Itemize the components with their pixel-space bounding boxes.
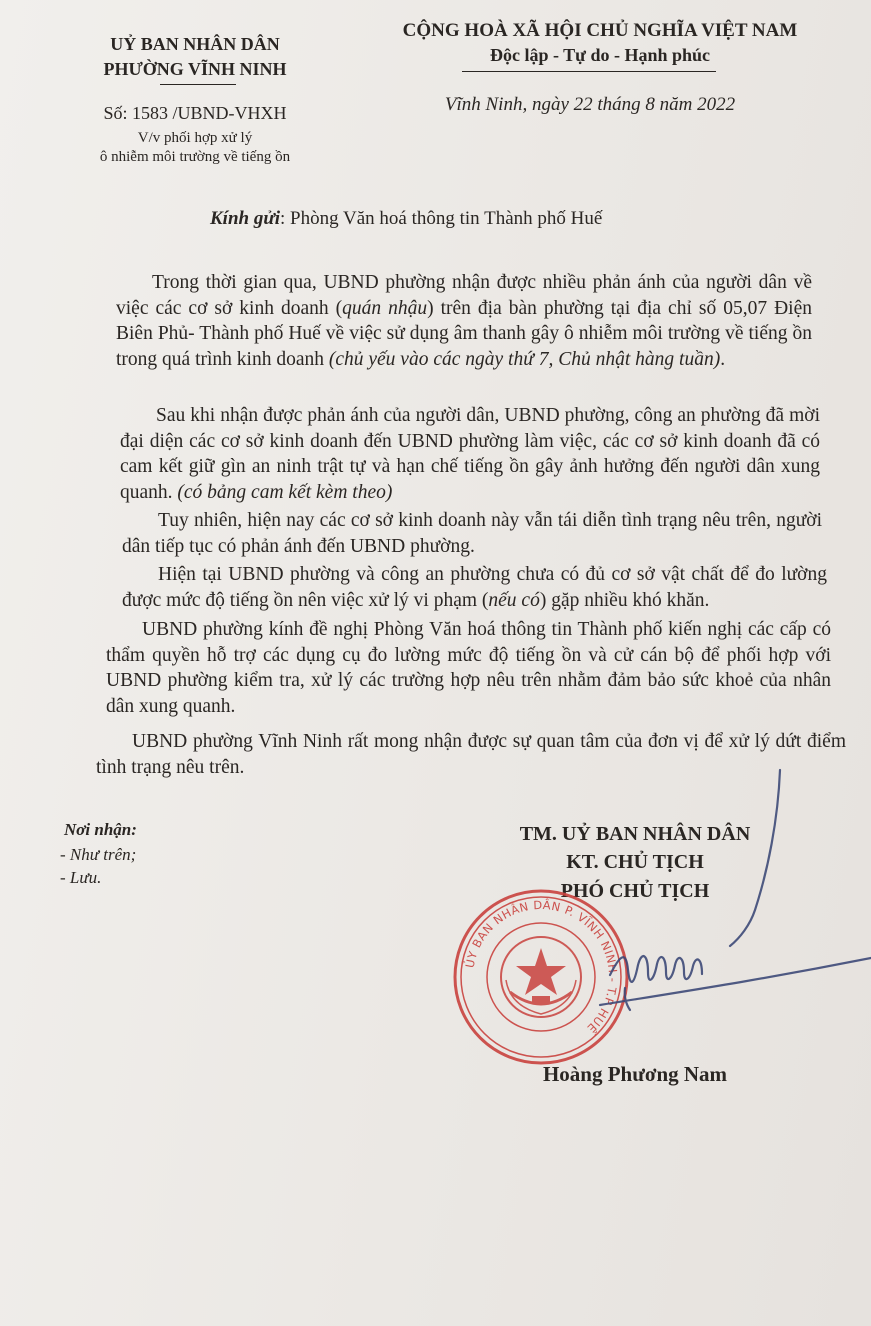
body-paragraph-4 [122,562,827,613]
recipient-label: Kính gửi [210,208,280,229]
body-paragraph-1 [116,270,812,372]
seal-text: ỦY BAN NHÂN DÂN P. VĨNH NINH - T.P HUẾ [462,897,621,1036]
national-motto: Độc lập - Tự do - Hạnh phúc [489,45,711,65]
recipient-item: - Như trên; [60,845,137,864]
issuing-org-line1: UỶ BAN NHÂN DÂN [110,34,280,54]
body-paragraph-5 [106,617,831,719]
motto-underline [462,71,716,72]
p5-text: UBND phường kính đề nghị Phòng Văn hoá thông tin Thành phố kiến nghị các cấp có thẩm quyền hỗ trợ các dụng cụ đo lường mức độ tiếng ồn và cử cán bộ để phối hợp với UBND phường kiểm tra, xử lý các trường hợp nêu trên nhằm đảm bảo sức khoẻ của nhân dân xung quanh. [106,619,831,717]
subject-line1: V/v phối hợp xử lý [137,130,253,146]
p1-text-c: ) trên địa bàn phường tại địa chỉ số 05,07 Điện Biên Phủ- Thành phố Huế về việc sử dụng âm thanh gây ô nhiễm môi trường về tiếng ồn trong quá trình kinh doanh [116,297,812,370]
place-date: Vĩnh Ninh, ngày 22 tháng 8 năm 2022 [444,94,736,115]
body-paragraph-2 [120,403,820,505]
p2-text-a: Sau khi nhận được phản ánh của người dân, UBND phường, công an phường đã mời đại diện các cơ sở kinh doanh đến UBND phường làm việc, các cơ sở kinh doanh đã có cam kết giữ gìn an ninh trật tự và hạn chế tiếng ồn gây ảnh hưởng đến người dân xung quanh. [120,405,820,503]
national-title: CỘNG HOÀ XÃ HỘI CHỦ NGHĨA VIỆT NAM [402,20,798,41]
signature-role2: PHÓ CHỦ TỊCH [560,880,710,902]
p1-text-b: quán nhậu [342,297,428,319]
p6-text: UBND phường Vĩnh Ninh rất mong nhận được sự quan tâm của đơn vị để xử lý dứt điểm tình trạng nêu trên. [96,731,846,778]
p1-text-e: . [720,348,726,370]
p1-text-a: Trong thời gian qua, UBND phường nhận được nhiều phản ánh của người dân về việc các cơ sở kinh doanh ( [116,272,812,319]
p4-text-b: nếu có [488,589,540,611]
recipients-title: Nơi nhận: [64,820,137,839]
issuing-org-line2: PHƯỜNG VĨNH NINH [103,59,287,79]
recipient-item: - Lưu. [60,868,102,887]
signature-role1: KT. CHỦ TỊCH [566,851,704,873]
p3-text: Tuy nhiên, hiện nay các cơ sở kinh doanh này vẫn tái diễn tình trạng nêu trên, người dân tiếp tục có phản ánh đến UBND phường. [122,510,822,557]
signer-name: Hoàng Phương Nam [542,1062,728,1086]
p4-text-a: Hiện tại UBND phường và công an phường chưa có đủ cơ sở vật chất để đo lường được mức độ tiếng ồn nên việc xử lý vi phạm ( [122,564,827,611]
p2-text-b: (có bảng cam kết kèm theo) [177,481,393,503]
p4-text-c: ) gặp nhiều khó khăn. [539,589,710,611]
subject-line2: ô nhiễm môi trường về tiếng ồn [99,149,291,165]
recipient-line [210,208,602,230]
recipient-text: : Phòng Văn hoá thông tin Thành phố Huế [280,208,603,229]
p1-text-d: (chủ yếu vào các ngày thứ 7, Chủ nhật hàng tuần) [328,348,721,370]
document-number: Số: 1583 /UBND-VHXH [103,103,287,123]
org-underline [160,84,236,85]
body-paragraph-3 [122,508,822,559]
handwritten-signature-icon [590,760,871,1060]
signature-org: TM. UỶ BAN NHÂN DÂN [519,823,751,845]
